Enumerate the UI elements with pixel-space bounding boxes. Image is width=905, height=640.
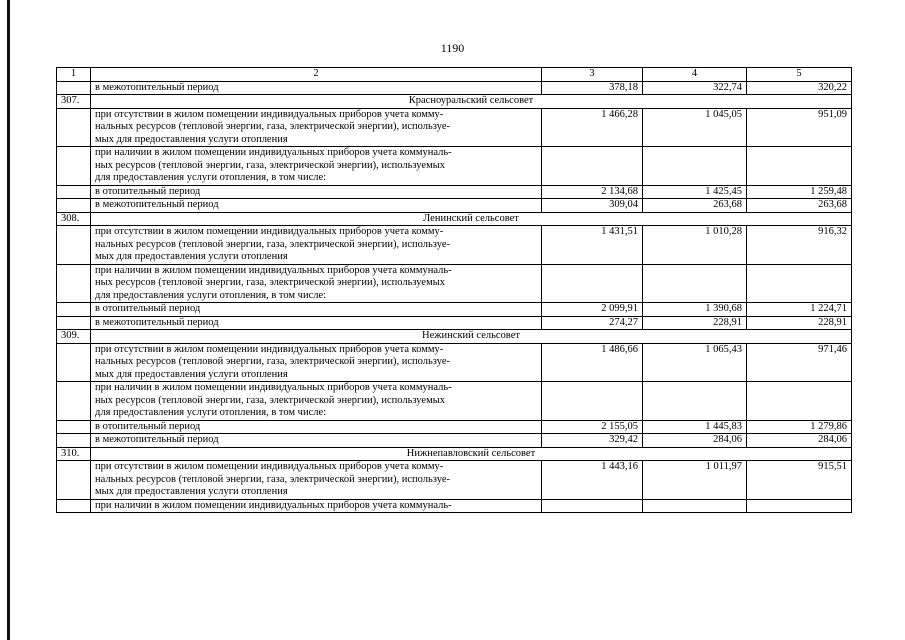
section-title: Красноуральский сельсовет <box>91 95 852 109</box>
value-col-5: 263,68 <box>747 199 852 213</box>
value-col-3: 1 431,51 <box>542 226 643 265</box>
value-col-3 <box>542 382 643 421</box>
value-col-4: 263,68 <box>643 199 747 213</box>
table-row <box>57 499 852 513</box>
row-description: при наличии в жилом помещении индивидуальных приборов учета коммуналь- ных ресурсов (тепловой энергии, газа, электрической энергии), используемых для предоставления услуги отопления, в том числе: <box>91 382 542 421</box>
value-col-3: 274,27 <box>542 316 643 330</box>
header-col-5: 5 <box>747 68 852 82</box>
table-row <box>57 185 852 199</box>
value-col-5: 916,32 <box>747 226 852 265</box>
value-col-5: 1 224,71 <box>747 303 852 317</box>
row-index <box>57 264 91 303</box>
row-index <box>57 147 91 186</box>
row-description: в отопительный период <box>91 303 542 317</box>
value-col-4: 1 390,68 <box>643 303 747 317</box>
row-index: 309. <box>57 330 91 344</box>
value-col-5: 284,06 <box>747 434 852 448</box>
value-col-3: 1 443,16 <box>542 461 643 500</box>
row-index <box>57 382 91 421</box>
row-description: в межотопительный период <box>91 81 542 95</box>
value-col-3: 2 099,91 <box>542 303 643 317</box>
value-col-4: 1 011,97 <box>643 461 747 500</box>
value-col-3 <box>542 499 643 513</box>
section-row <box>57 212 852 226</box>
value-col-3: 309,04 <box>542 199 643 213</box>
value-col-5: 320,22 <box>747 81 852 95</box>
row-description: при отсутствии в жилом помещении индивидуальных приборов учета комму- нальных ресурсов (тепловой энергии, газа, электрической энергии), используе- мых для предоставления услуги отопления <box>91 461 542 500</box>
header-col-1: 1 <box>57 68 91 82</box>
table-row <box>57 81 852 95</box>
row-index <box>57 420 91 434</box>
value-col-4 <box>643 147 747 186</box>
row-description: в межотопительный период <box>91 199 542 213</box>
row-index <box>57 499 91 513</box>
value-col-4: 284,06 <box>643 434 747 448</box>
section-row <box>57 330 852 344</box>
value-col-3: 1 466,28 <box>542 108 643 147</box>
section-title: Нежинский сельсовет <box>91 330 852 344</box>
value-col-4: 1 445,83 <box>643 420 747 434</box>
value-col-4: 1 425,45 <box>643 185 747 199</box>
value-col-3: 2 155,05 <box>542 420 643 434</box>
row-index: 310. <box>57 447 91 461</box>
header-col-2: 2 <box>91 68 542 82</box>
row-description: в межотопительный период <box>91 316 542 330</box>
section-row <box>57 447 852 461</box>
value-col-5 <box>747 147 852 186</box>
value-col-5: 1 259,48 <box>747 185 852 199</box>
value-col-5: 951,09 <box>747 108 852 147</box>
row-description: при отсутствии в жилом помещении индивидуальных приборов учета комму- нальных ресурсов (тепловой энергии, газа, электрической энергии), используе- мых для предоставления услуги отопления <box>91 108 542 147</box>
row-index <box>57 343 91 382</box>
row-index <box>57 316 91 330</box>
row-description: в отопительный период <box>91 185 542 199</box>
value-col-5: 915,51 <box>747 461 852 500</box>
value-col-5 <box>747 499 852 513</box>
row-description: в межотопительный период <box>91 434 542 448</box>
header-col-4: 4 <box>643 68 747 82</box>
table-row <box>57 420 852 434</box>
value-col-3 <box>542 147 643 186</box>
table-row <box>57 199 852 213</box>
row-description: при отсутствии в жилом помещении индивидуальных приборов учета комму- нальных ресурсов (тепловой энергии, газа, электрической энергии), используе- мых для предоставления услуги отопления <box>91 343 542 382</box>
value-col-3: 1 486,66 <box>542 343 643 382</box>
table-row <box>57 108 852 147</box>
value-col-3: 2 134,68 <box>542 185 643 199</box>
value-col-5: 971,46 <box>747 343 852 382</box>
value-col-5: 228,91 <box>747 316 852 330</box>
row-description: при наличии в жилом помещении индивидуальных приборов учета коммуналь- ных ресурсов (тепловой энергии, газа, электрической энергии), используемых для предоставления услуги отопления, в том числе: <box>91 147 542 186</box>
value-col-4: 228,91 <box>643 316 747 330</box>
value-col-4 <box>643 264 747 303</box>
row-index <box>57 108 91 147</box>
row-index <box>57 303 91 317</box>
value-col-5: 1 279,86 <box>747 420 852 434</box>
value-col-3 <box>542 264 643 303</box>
row-description: в отопительный период <box>91 420 542 434</box>
header-col-3: 3 <box>542 68 643 82</box>
table-row <box>57 147 852 186</box>
row-description: при наличии в жилом помещении индивидуальных приборов учета коммуналь- ных ресурсов (тепловой энергии, газа, электрической энергии), используемых для предоставления услуги отопления, в том числе: <box>91 264 542 303</box>
header-row <box>57 68 852 82</box>
value-col-3: 329,42 <box>542 434 643 448</box>
table-row <box>57 316 852 330</box>
row-index <box>57 226 91 265</box>
value-col-4 <box>643 499 747 513</box>
section-title: Ленинский сельсовет <box>91 212 852 226</box>
table-row <box>57 303 852 317</box>
row-index <box>57 461 91 500</box>
row-description: при отсутствии в жилом помещении индивидуальных приборов учета комму- нальных ресурсов (тепловой энергии, газа, электрической энергии), используе- мых для предоставления услуги отопления <box>91 226 542 265</box>
tariff-table <box>56 67 852 513</box>
value-col-4: 322,74 <box>643 81 747 95</box>
value-col-5 <box>747 264 852 303</box>
row-index <box>57 185 91 199</box>
value-col-4: 1 065,43 <box>643 343 747 382</box>
table-row <box>57 343 852 382</box>
row-index <box>57 434 91 448</box>
section-row <box>57 95 852 109</box>
row-index <box>57 81 91 95</box>
row-description: при наличии в жилом помещении индивидуальных приборов учета коммуналь- <box>91 499 542 513</box>
row-index: 308. <box>57 212 91 226</box>
table-row <box>57 382 852 421</box>
table-row <box>57 461 852 500</box>
table-row <box>57 264 852 303</box>
table-row <box>57 226 852 265</box>
value-col-5 <box>747 382 852 421</box>
row-index <box>57 199 91 213</box>
row-index: 307. <box>57 95 91 109</box>
section-title: Нижнепавловский сельсовет <box>91 447 852 461</box>
value-col-4: 1 010,28 <box>643 226 747 265</box>
value-col-3: 378,18 <box>542 81 643 95</box>
page-number: 1190 <box>440 41 465 55</box>
value-col-4: 1 045,05 <box>643 108 747 147</box>
scan-edge-line <box>7 0 10 640</box>
table-row <box>57 434 852 448</box>
value-col-4 <box>643 382 747 421</box>
